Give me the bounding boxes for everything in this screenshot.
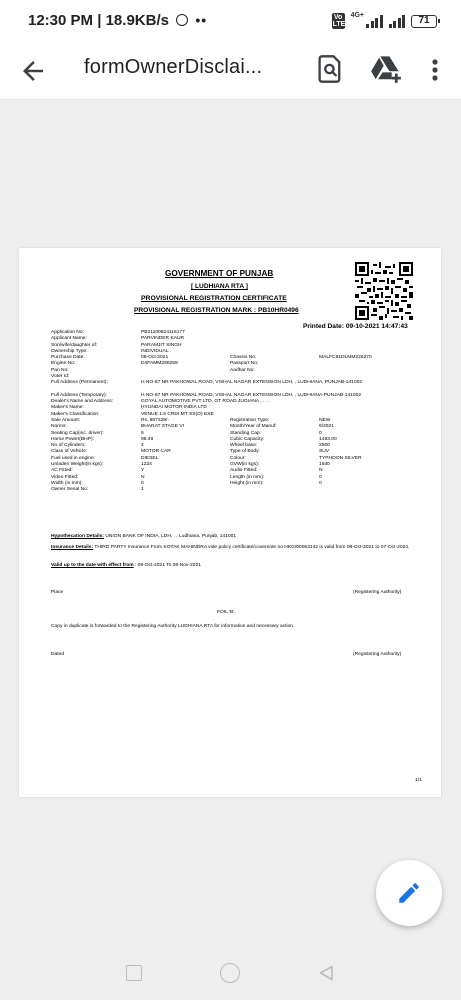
signal-2-icon [389, 14, 406, 28]
row-label: Maker's Name: [51, 405, 84, 411]
row-label-2: Standing Cap: [230, 430, 261, 436]
row-value-2: TYPHOON SILVER [319, 455, 362, 461]
hypothecation-details [51, 534, 411, 540]
row-value-2: 1640 [319, 462, 330, 468]
valid-label: Valid up to the date with effect from [51, 563, 134, 568]
doc-row [51, 380, 431, 392]
status-left: 12:30 PM | 18.9KB/s •• [28, 12, 208, 29]
row-label: Engine No: [51, 361, 76, 367]
doc-gov-heading: GOVERNMENT OF PUNJAB [165, 269, 274, 278]
row-value: 1224 [141, 462, 152, 468]
row-value: 5 [141, 430, 144, 436]
row-label: Fuel used in engine: [51, 455, 96, 461]
row-label: Maker's Classification: [51, 411, 100, 417]
row-value: H NO-87 NR PAKHOWAL ROAD, VISHAL NAGAR EXTENSION LDH, , LUDHIANA, PUNJAB-141002 [141, 380, 363, 386]
row-label: Ownership Type: [51, 348, 88, 354]
row-label: Son/wife/daughter of: [51, 342, 98, 348]
row-value: PARVINDER KAUR [141, 336, 185, 342]
qr-code-icon [355, 262, 413, 320]
row-label: Purchase Date: [51, 355, 85, 361]
row-label-2: Cubic Capacity: [230, 436, 265, 442]
edit-pencil-icon [396, 880, 422, 906]
row-value-2: 0 [319, 480, 322, 486]
system-nav-bar [0, 944, 461, 1000]
battery-level: 71 [418, 14, 430, 26]
hyp-text: UNION BANK OF INDIA, LDH, , , Ludhiana, Punjab, 141001 [104, 534, 237, 539]
doc-rta-heading: [ LUDHIANA RTA ] [191, 283, 248, 290]
row-value-2: NEW [319, 417, 331, 423]
doc-row [51, 487, 431, 493]
doc-cert-heading: PROVISIONAL REGISTRATION CERTIFICATE [141, 295, 287, 302]
row-label-2: Audio Fitted: [230, 468, 258, 474]
row-value: 4 [141, 443, 144, 449]
row-value: BHARAT STAGE VI [141, 424, 184, 430]
row-value-2: 6/2021 [319, 424, 334, 430]
home-icon[interactable] [220, 963, 240, 983]
row-label-2: Height (in mm): [230, 480, 264, 486]
row-label: Pan No: [51, 367, 69, 373]
row-value: 0 [141, 480, 144, 486]
dated-label: Dated [51, 652, 65, 657]
detail-rows [51, 330, 431, 494]
row-label-2: Colour: [230, 455, 246, 461]
row-label: Voter Id: [51, 374, 70, 380]
place-label: Place [51, 590, 64, 595]
registering-authority-1: (Registering Authority) [353, 590, 402, 595]
status-right [332, 10, 437, 32]
row-value: GOYAL AUTOMOTIVE PVT LTD, GT ROAD JUGIANA , . . . [141, 399, 270, 405]
row-value-2: 2500 [319, 443, 330, 449]
row-value: DIESEL [141, 455, 159, 461]
recent-apps-icon[interactable] [126, 965, 142, 981]
battery-icon [411, 15, 437, 28]
row-value: 1 [141, 487, 144, 493]
validity-details [51, 563, 411, 569]
row-value-2: SUV [319, 449, 330, 455]
row-value: HYUNDAI MOTOR INDIA LTD [141, 405, 207, 411]
row-label-2: Registration Type: [230, 417, 270, 423]
row-label-2: Type of Body: [230, 449, 260, 455]
ins-text: THIRD PARTY Insurance From KOTAK MAHINDRA vide policy certificate/covernote no HKG/00063142 is valid from 08-Oct-2021 to 07-Oct-2024. [93, 545, 410, 550]
status-dots: •• [195, 12, 208, 28]
row-label: Horse Power(BHP): [51, 436, 94, 442]
row-value-2: N [319, 468, 323, 474]
printed-date: Printed Date: 09-10-2021 14:47:43 [303, 323, 408, 330]
row-value-2: MALFC81DLMM226270 [319, 355, 372, 361]
row-value: MOTOR CAR [141, 449, 171, 455]
row-label: Norms: [51, 424, 67, 430]
row-label: AC Fitted: [51, 468, 73, 474]
page-number: 1/1 [415, 778, 422, 783]
status-speed: 18.9KB/s [105, 12, 169, 29]
row-label: Unladen Weight(in kgs): [51, 462, 104, 468]
search-document-icon[interactable] [316, 54, 344, 84]
row-label-2: Month/Year of Manuf: [230, 424, 277, 430]
registering-authority-2: (Registering Authority) [353, 652, 402, 657]
row-label: Full Address (Temporary): [51, 392, 107, 398]
copy-note: Copy in duplicate is forwarded to the Registering Authority LUDHIANA RTA for information and necessary action. [51, 624, 295, 629]
row-label: Owner Serial No: [51, 487, 89, 493]
row-value: PARAMJIT SINGH [141, 342, 182, 348]
hyp-label: Hypothecation Details: [51, 534, 104, 539]
row-value: INDIVIDUAL [141, 348, 169, 354]
row-label: No of Cylinders: [51, 443, 86, 449]
volte-icon: Vo LTE [332, 14, 346, 28]
document-page[interactable] [19, 248, 441, 797]
drive-add-icon[interactable] [370, 54, 402, 84]
row-label: Width (in mm): [51, 480, 83, 486]
network-type: 4G+ [350, 11, 364, 19]
row-value: Rs. 857329/- [141, 417, 170, 423]
status-time: 12:30 PM [28, 12, 94, 29]
insurance-details [51, 545, 411, 551]
valid-text: : 09-Oct-2021 To 08-Nov-2021 [133, 563, 201, 568]
row-value: N [141, 474, 145, 480]
app-bar [0, 42, 461, 100]
foil-label: FOIL 'B'. [217, 610, 236, 615]
row-value: Y [141, 468, 145, 474]
back-arrow-icon[interactable] [18, 56, 48, 86]
row-label: Full Address (Permanent): [51, 380, 108, 386]
alarm-icon [176, 14, 188, 26]
row-label-2: Chassis No: [230, 355, 257, 361]
row-value: 98.49 [141, 436, 154, 442]
row-label: Application No: [51, 330, 84, 335]
row-label: Video Fitted: [51, 474, 79, 480]
row-value: D4FAMM298259 [141, 361, 178, 367]
document-title: formOwnerDisclai... [84, 56, 263, 78]
row-label: Applicant Name: [51, 336, 87, 342]
edit-button[interactable] [376, 860, 442, 926]
row-label-2: Aadhar No: [230, 367, 255, 373]
doc-mark-heading: PROVISIONAL REGISTRATION MARK : PB10HR0496 [134, 307, 299, 314]
row-label: Seating Cap(inc. driver): [51, 430, 104, 436]
row-label-2: GVW(in kgs): [230, 462, 260, 468]
signal-icon [366, 14, 383, 28]
row-label: Sale Amount: [51, 417, 81, 423]
back-icon[interactable] [318, 965, 334, 981]
more-vert-icon[interactable] [423, 55, 447, 85]
row-value: 08-Oct-2021 [141, 355, 169, 361]
ins-label: Insurance Details: [51, 545, 94, 550]
row-value-2: 1493.00 [319, 436, 337, 442]
row-value: H NO-87 NR PAKHOWAL ROAD, VISHAL NAGAR EXTENSION LDH, , LUDHIANA-PUNJAB-141002 [141, 392, 362, 398]
row-label-2: Wheel base: [230, 443, 258, 449]
row-label-2: Length (in mm): [230, 474, 265, 480]
status-bar [0, 0, 461, 42]
row-label-2: Passport No: [230, 361, 259, 367]
row-value-2: 0 [319, 474, 322, 480]
row-value: PB21100824116177 [141, 330, 185, 335]
row-label: Class of Vehicle: [51, 449, 88, 455]
row-value-2: 0 [319, 430, 322, 436]
row-value: VENUE 1.5 CRDI MT SX(O) EXE [141, 411, 214, 417]
row-label: Dealer's Name and Address: [51, 399, 114, 405]
